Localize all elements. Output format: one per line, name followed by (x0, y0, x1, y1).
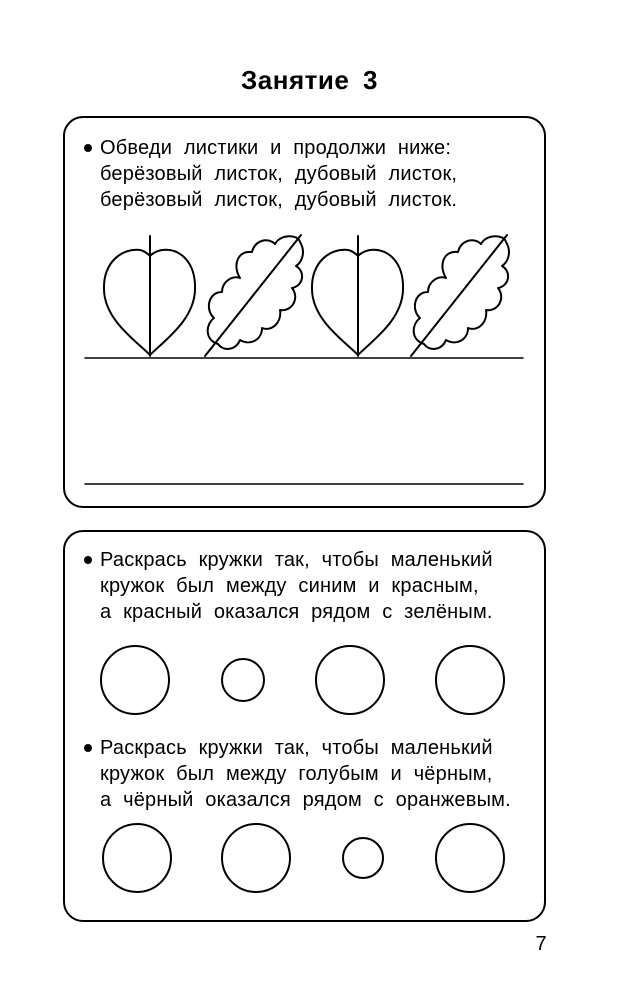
large-circle-icon (316, 646, 384, 714)
task2-instructions (100, 547, 493, 625)
instruction-line: кружок был между голубым и чёрным, (100, 763, 493, 785)
large-circle-icon (222, 824, 290, 892)
bullet-icon (84, 744, 92, 752)
instruction-line: Обведи листики и продолжи ниже: (100, 137, 452, 159)
oak-leaf-icon (411, 235, 509, 356)
leaf-vein (205, 235, 301, 356)
small-circle-icon (222, 659, 264, 701)
large-circle-icon (436, 646, 504, 714)
instruction-line: Раскрась кружки так, чтобы маленький (100, 737, 493, 759)
instruction-line: а чёрный оказался рядом с оранжевым. (100, 789, 511, 811)
leaf-vein (411, 235, 507, 356)
oak-leaf-icon (205, 235, 303, 356)
instruction-line: берёзовый листок, дубовый листок, (100, 163, 458, 185)
task3-instructions (100, 735, 511, 813)
instruction-line: кружок был между синим и красным, (100, 575, 479, 597)
bullet-icon (84, 144, 92, 152)
page-title: Занятие 3 (241, 65, 378, 95)
bullet-icon (84, 556, 92, 564)
birch-leaf-icon (104, 236, 195, 356)
instruction-line: берёзовый листок, дубовый листок. (100, 189, 458, 211)
large-circle-icon (103, 824, 171, 892)
birch-leaf-icon (312, 236, 403, 356)
large-circle-icon (436, 824, 504, 892)
small-circle-icon (343, 838, 383, 878)
instruction-line: Раскрась кружки так, чтобы маленький (100, 549, 493, 571)
task1-instructions (100, 135, 457, 213)
page-number: 7 (535, 933, 547, 955)
instruction-line: а красный оказался рядом с зелёным. (100, 601, 493, 623)
large-circle-icon (101, 646, 169, 714)
